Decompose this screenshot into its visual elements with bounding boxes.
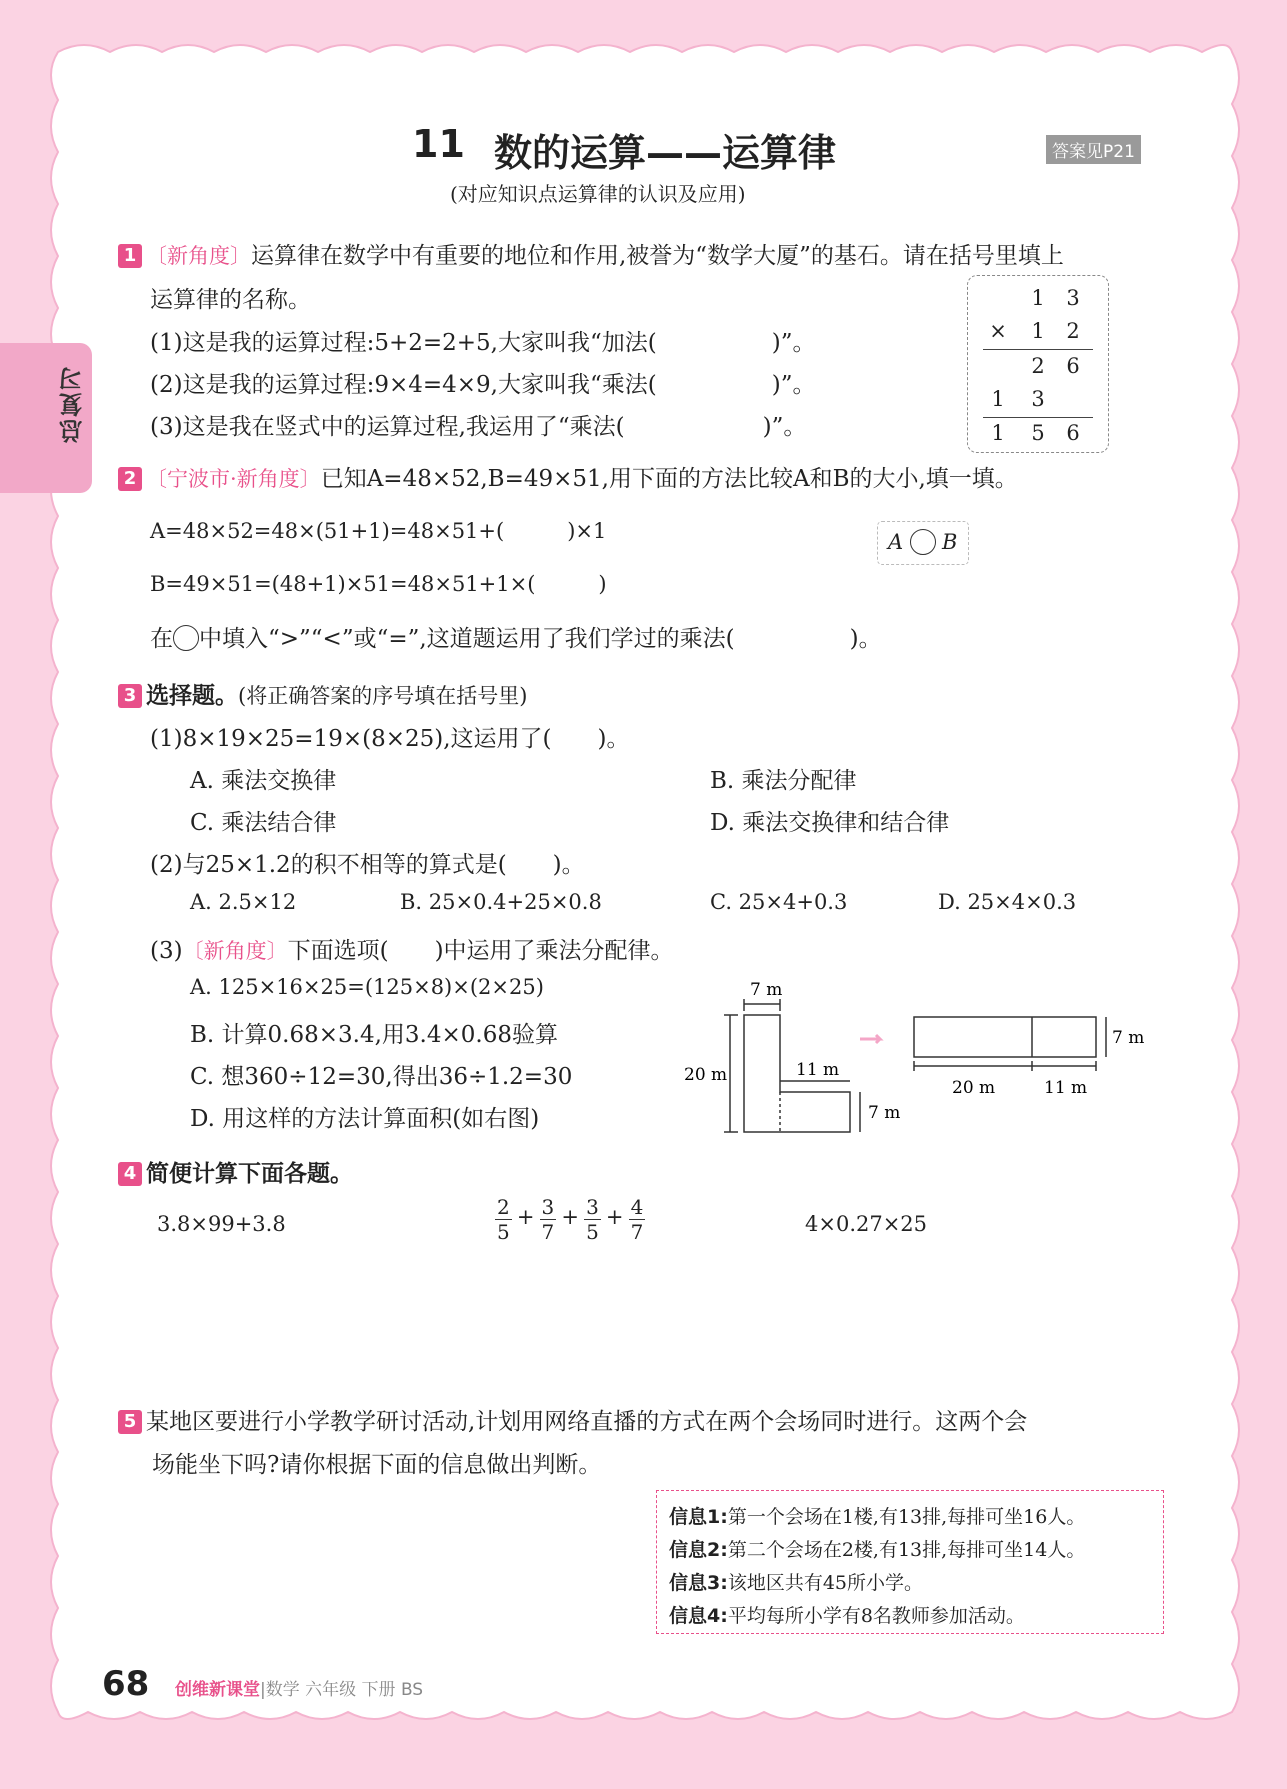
vcalc-r5-c2: 5 — [1031, 421, 1045, 445]
lesson-number: 11 — [412, 122, 465, 166]
dim-bottom-height: 7 m — [868, 1103, 901, 1123]
q2-circle-icon — [173, 625, 199, 651]
q3-p3-tag: 〔新角度〕 — [182, 939, 288, 963]
q3-p3-stem-text: 下面选项( )中运用了乘法分配律。 — [287, 938, 674, 964]
q4-expr-3: 4×0.27×25 — [805, 1212, 928, 1236]
compare-box — [877, 521, 969, 565]
vcalc-r5-c3: 6 — [1066, 421, 1080, 445]
vcalc-r3-c2: 2 — [1031, 354, 1045, 378]
q5-line1 — [118, 1403, 1027, 1436]
q3-p2-stem: (2)与25×1.2的积不相等的算式是( )。 — [150, 852, 585, 878]
info-label-1: 信息1: — [669, 1506, 728, 1528]
q3-p2-option-b: B. 25×0.4+25×0.8 — [400, 890, 602, 914]
q3-p3-prefix: (3) — [150, 938, 183, 964]
vcalc-line-2 — [983, 417, 1093, 418]
vcalc-line-1 — [983, 349, 1093, 350]
info-text-1: 第一个会场在1楼,有13排,每排可坐16人。 — [727, 1506, 1086, 1528]
q4-expr-2 — [495, 1195, 645, 1244]
vcalc-r2-c2: 1 — [1031, 319, 1045, 343]
q3-p1-option-b: B. 乘法分配律 — [710, 768, 857, 794]
q3-p3-option-a: A. 125×16×25=(125×8)×(2×25) — [190, 975, 544, 999]
q1-item-2: (2)这是我的运算过程:9×4=4×9,大家叫我“乘法( )”。 — [150, 372, 816, 398]
q2-number: 2 — [118, 467, 142, 491]
arrow-icon — [860, 1035, 880, 1043]
plus-sign: + — [516, 1205, 535, 1229]
fraction-3-5: $\frac{3}{5}$ — [586, 1195, 599, 1244]
side-tab-label: 总复习 — [59, 365, 87, 443]
page-title: 数的运算——运算律 — [494, 131, 837, 175]
info-row-2 — [669, 1535, 1085, 1562]
footer-separator: | — [260, 1680, 266, 1700]
plus-sign: + — [605, 1205, 624, 1229]
dim-rect-height: 7 m — [1112, 1028, 1145, 1048]
q1-stem: 运算律在数学中有重要的地位和作用,被誉为“数学大厦”的基石。请在括号里填上 — [251, 243, 1064, 269]
combined-rectangle — [914, 1017, 1096, 1057]
q2-stem — [118, 460, 1018, 493]
q3-p1-option-c: C. 乘法结合律 — [190, 810, 337, 836]
q1-tag: 〔新角度〕 — [146, 244, 251, 268]
q2-fill-prefix: 在 — [150, 626, 173, 652]
vcalc-r1-c3: 3 — [1066, 286, 1080, 310]
q3-p1-stem: (1)8×19×25=19×(8×25),这运用了( )。 — [150, 726, 630, 752]
fraction-4-7: $\frac{4}{7}$ — [630, 1195, 644, 1244]
dim-top-width: 7 m — [750, 980, 783, 1000]
plus-sign: + — [561, 1205, 579, 1229]
vcalc-r1-c2: 1 — [1031, 286, 1045, 310]
q3-p3-option-d: D. 用这样的方法计算面积(如右图) — [190, 1106, 540, 1132]
q4-heading — [118, 1155, 353, 1188]
q2-line-b: B=49×51=(48+1)×51=48×51+1×( ) — [150, 572, 607, 596]
vcalc-r5-c1: 1 — [991, 421, 1005, 445]
q2-tag: 〔宁波市·新角度〕 — [146, 467, 321, 491]
q3-number: 3 — [118, 684, 142, 708]
q3-p1-option-d: D. 乘法交换律和结合律 — [710, 810, 950, 836]
footer-rest: 数学 六年级 下册 BS — [265, 1680, 424, 1700]
info-text-3: 该地区共有45所小学。 — [727, 1572, 924, 1594]
fraction-2-5: $\frac{2}{5}$ — [497, 1195, 510, 1244]
answer-reference-badge: 答案见P21 — [1046, 135, 1141, 164]
q2-fill-suffix: 中填入“>”“<”或“=”,这道题运用了我们学过的乘法( )。 — [199, 626, 882, 652]
vcalc-r4-c1: 1 — [991, 387, 1005, 411]
vcalc-r2-c3: 2 — [1066, 319, 1080, 343]
q2-fill-line — [150, 620, 882, 653]
q3-p2-option-c: C. 25×4+0.3 — [710, 890, 848, 914]
q4-heading-text: 简便计算下面各题。 — [146, 1161, 353, 1187]
vcalc-r2-c1: × — [989, 319, 1007, 343]
info-row-3 — [669, 1568, 923, 1595]
fraction-3-7: $\frac{3}{7}$ — [541, 1195, 555, 1244]
q3-p1-option-a: A. 乘法交换律 — [190, 768, 337, 794]
q5-line2: 场能坐下吗?请你根据下面的信息做出判断。 — [152, 1452, 602, 1478]
q3-p2-option-d: D. 25×4×0.3 — [938, 890, 1077, 914]
q4-expr-1: 3.8×99+3.8 — [157, 1212, 286, 1236]
info-row-1 — [669, 1502, 1085, 1529]
compare-b-label: B — [942, 530, 958, 554]
compare-a-label: A — [888, 530, 904, 554]
q3-p3-stem — [150, 932, 674, 965]
page-subtitle: (对应知识点运算律的认识及应用) — [450, 182, 746, 206]
page-number: 68 — [102, 1664, 150, 1704]
dim-rect-right: 11 m — [1044, 1078, 1088, 1098]
vcalc-r3-c3: 6 — [1066, 354, 1080, 378]
footer-brand: 创维新课堂 — [175, 1680, 260, 1700]
q3-p3-option-c: C. 想360÷12=30,得出36÷1.2=30 — [190, 1064, 573, 1090]
q1-number: 1 — [118, 244, 142, 268]
vertical-multiplication-box — [967, 275, 1109, 453]
q3-heading-text: 选择题。 — [146, 683, 238, 709]
footer-info — [175, 1675, 423, 1700]
q1-item-3: (3)这是我在竖式中的运算过程,我运用了“乘法( )”。 — [150, 414, 807, 440]
dim-left-height: 20 m — [684, 1065, 728, 1085]
compare-circle[interactable] — [910, 529, 936, 555]
info-text-2: 第二个会场在2楼,有13排,每排可坐14人。 — [727, 1539, 1086, 1561]
info-box — [656, 1490, 1164, 1634]
vcalc-r4-c2: 3 — [1031, 387, 1045, 411]
info-label-2: 信息2: — [669, 1539, 728, 1561]
q3-p2-option-a: A. 2.5×12 — [190, 890, 297, 914]
info-text-4: 平均每所小学有8名教师参加活动。 — [727, 1605, 1025, 1627]
info-row-4 — [669, 1601, 1025, 1628]
q1-stem-line2: 运算律的名称。 — [150, 287, 311, 313]
q2-line-a: A=48×52=48×(51+1)=48×51+( )×1 — [150, 519, 607, 543]
q2-stem-text: 已知A=48×52,B=49×51,用下面的方法比较A和B的大小,填一填。 — [320, 466, 1018, 492]
q3-heading — [118, 677, 527, 710]
q1-stem-line1 — [118, 237, 1064, 270]
info-label-3: 信息3: — [669, 1572, 728, 1594]
dim-inner-width: 11 m — [796, 1060, 840, 1080]
dim-rect-left: 20 m — [952, 1078, 996, 1098]
q5-number: 5 — [118, 1410, 142, 1434]
q4-number: 4 — [118, 1162, 142, 1186]
info-label-4: 信息4: — [669, 1605, 728, 1627]
area-figure — [680, 975, 1170, 1145]
q5-stem: 某地区要进行小学教学研讨活动,计划用网络直播的方式在两个会场同时进行。这两个会 — [146, 1409, 1028, 1435]
q1-item-1: (1)这是我的运算过程:5+2=2+5,大家叫我“加法( )”。 — [150, 330, 816, 356]
q3-heading-note: (将正确答案的序号填在括号里) — [238, 684, 528, 708]
q3-p3-option-b: B. 计算0.68×3.4,用3.4×0.68验算 — [190, 1022, 558, 1048]
